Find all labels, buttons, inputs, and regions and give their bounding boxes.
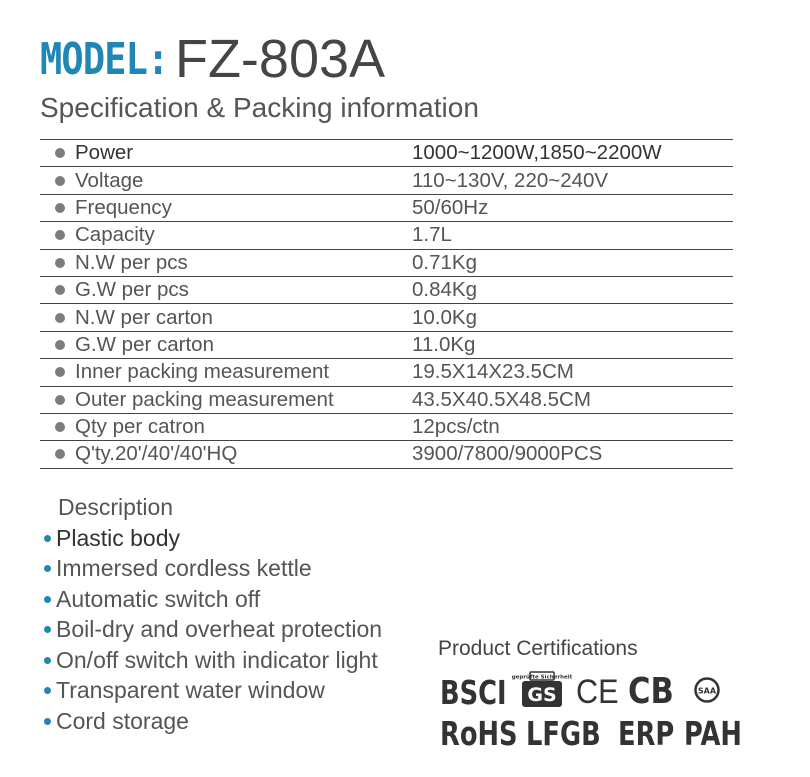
spec-value: 19.5X14X23.5CM bbox=[412, 360, 574, 384]
certification-logos-row-1 bbox=[440, 672, 720, 712]
spec-row bbox=[40, 414, 733, 441]
spec-label: N.W per carton bbox=[75, 305, 213, 329]
spec-value: 1000~1200W,1850~2200W bbox=[412, 141, 662, 165]
list-item bbox=[44, 554, 382, 585]
erp-logo: ERP bbox=[618, 713, 675, 753]
spec-value: 3900/7800/9000PCS bbox=[412, 442, 603, 466]
spec-label: Voltage bbox=[75, 168, 144, 192]
spec-label: N.W per pcs bbox=[75, 250, 188, 274]
certification-logos-row-2 bbox=[440, 713, 758, 753]
spec-label: Capacity bbox=[75, 223, 155, 247]
spec-row bbox=[40, 277, 733, 304]
bullet-dot-icon bbox=[55, 285, 65, 295]
spec-label: G.W per pcs bbox=[75, 278, 189, 302]
spec-label-cell bbox=[40, 223, 412, 247]
bullet-dot-icon bbox=[55, 449, 65, 459]
model-number: FZ-803A bbox=[174, 29, 386, 89]
description-item: Boil-dry and overheat protection bbox=[56, 616, 383, 643]
spec-label-cell bbox=[40, 333, 412, 357]
spec-row bbox=[40, 222, 733, 249]
spec-value: 0.84Kg bbox=[412, 278, 477, 302]
description-item: Cord storage bbox=[56, 707, 189, 734]
spec-label: G.W per carton bbox=[75, 332, 214, 356]
list-item bbox=[44, 706, 382, 737]
list-item bbox=[44, 615, 382, 646]
bullet-dot-icon bbox=[44, 626, 51, 633]
gs-badge-text: geprüfte Sicherheit bbox=[511, 674, 573, 680]
gs-text: GS bbox=[527, 683, 557, 706]
bullet-dot-icon bbox=[55, 176, 65, 186]
bullet-dot-icon bbox=[44, 596, 51, 603]
bullet-dot-icon bbox=[55, 230, 65, 240]
bullet-dot-icon bbox=[44, 687, 51, 694]
spec-label: Inner packing measurement bbox=[75, 360, 330, 384]
spec-table bbox=[40, 139, 733, 469]
spec-value: 43.5X40.5X48.5CM bbox=[412, 387, 591, 411]
bullet-dot-icon bbox=[55, 395, 65, 405]
spec-label-cell bbox=[40, 251, 412, 275]
spec-row bbox=[40, 195, 733, 222]
bullet-dot-icon bbox=[44, 565, 51, 572]
list-item bbox=[44, 676, 382, 707]
page-subtitle: Specification & Packing information bbox=[40, 92, 479, 123]
saa-text: SAA bbox=[697, 686, 717, 695]
bullet-dot-icon bbox=[44, 535, 51, 542]
spec-label-cell bbox=[40, 196, 412, 220]
spec-label-cell bbox=[40, 388, 412, 412]
spec-label-cell bbox=[40, 442, 412, 466]
ce-mark-logo: CE bbox=[576, 673, 619, 711]
list-item bbox=[44, 645, 382, 676]
saa-mark-icon bbox=[694, 677, 720, 708]
spec-value: 0.71Kg bbox=[412, 250, 477, 274]
bullet-dot-icon bbox=[55, 203, 65, 213]
spec-label-cell bbox=[40, 306, 412, 330]
spec-row bbox=[40, 387, 733, 414]
spec-row bbox=[40, 140, 733, 167]
spec-row bbox=[40, 304, 733, 331]
spec-label: Power bbox=[75, 141, 134, 165]
spec-label: Outer packing measurement bbox=[75, 387, 334, 411]
description-item: Transparent water window bbox=[56, 677, 325, 704]
lfgb-logo: LFGB bbox=[526, 713, 601, 753]
bullet-dot-icon bbox=[55, 422, 65, 432]
list-item bbox=[44, 523, 382, 554]
bullet-dot-icon bbox=[44, 657, 51, 664]
description-item: On/off switch with indicator light bbox=[56, 646, 378, 673]
cb-logo: CB bbox=[628, 671, 674, 712]
spec-label: Frequency bbox=[75, 195, 172, 219]
spec-label-cell bbox=[40, 141, 412, 165]
spec-label: Qty per catron bbox=[75, 415, 205, 439]
page-header bbox=[40, 22, 386, 89]
bullet-dot-icon bbox=[55, 313, 65, 323]
description-list bbox=[44, 523, 382, 737]
bsci-logo: BSCI bbox=[440, 672, 507, 712]
spec-row bbox=[40, 167, 733, 194]
spec-row bbox=[40, 332, 733, 359]
model-label: MODEL: bbox=[40, 34, 169, 85]
spec-value: 11.0Kg bbox=[412, 332, 476, 356]
gs-mark-icon bbox=[511, 672, 573, 713]
description-item: Immersed cordless kettle bbox=[56, 555, 312, 582]
spec-value: 110~130V, 220~240V bbox=[412, 168, 609, 192]
spec-row bbox=[40, 359, 733, 386]
spec-label-cell bbox=[40, 278, 412, 302]
bullet-dot-icon bbox=[55, 340, 65, 350]
spec-label-cell bbox=[40, 169, 412, 193]
rohs-logo: RoHS bbox=[440, 713, 518, 753]
spec-row bbox=[40, 250, 733, 277]
spec-value: 10.0Kg bbox=[412, 305, 477, 329]
spec-value: 1.7L bbox=[412, 223, 452, 247]
bullet-dot-icon bbox=[55, 367, 65, 377]
spec-value: 50/60Hz bbox=[412, 195, 489, 219]
spec-row bbox=[40, 441, 733, 468]
description-item: Automatic switch off bbox=[56, 585, 261, 612]
spec-label: Q'ty.20'/40'/40'HQ bbox=[75, 442, 238, 466]
certifications-title: Product Certifications bbox=[438, 637, 638, 660]
bullet-dot-icon bbox=[44, 718, 51, 725]
pah-logo: PAH bbox=[684, 713, 742, 753]
description-title: Description bbox=[58, 494, 174, 520]
description-item: Plastic body bbox=[56, 524, 181, 551]
spec-label-cell bbox=[40, 415, 412, 439]
bullet-dot-icon bbox=[55, 258, 65, 268]
list-item bbox=[44, 584, 382, 615]
spec-label-cell bbox=[40, 360, 412, 384]
spec-value: 12pcs/ctn bbox=[412, 415, 500, 439]
bullet-dot-icon bbox=[55, 148, 65, 158]
